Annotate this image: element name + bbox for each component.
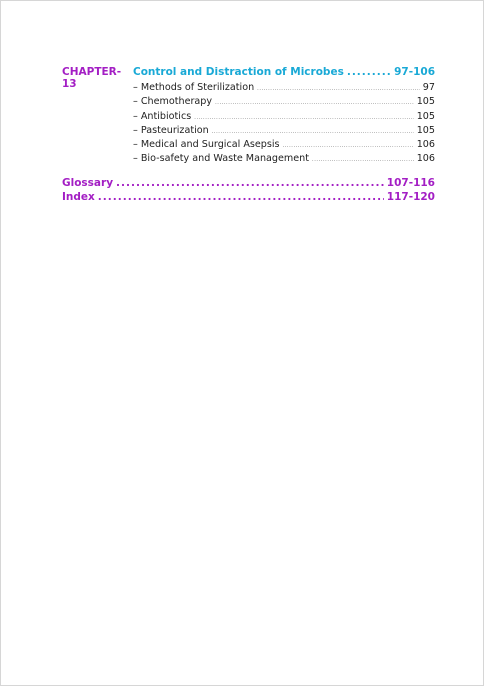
dot-leader (215, 100, 414, 106)
dot-leader (283, 143, 414, 149)
section-title: – Antibiotics (133, 110, 192, 122)
section-title: – Pasteurization (133, 124, 209, 136)
section-page: 105 (416, 124, 435, 136)
dot-leader (347, 66, 391, 78)
chapter-title: Control and Distraction of Microbes (133, 66, 344, 78)
glossary-pages: 107-116 (386, 176, 435, 189)
section-entry[interactable] (133, 139, 435, 153)
section-title: – Medical and Surgical Asepsis (133, 139, 280, 151)
index-pages: 117-120 (386, 191, 435, 204)
section-page: 105 (416, 96, 435, 108)
glossary-title: Glossary (62, 176, 114, 189)
index-entry[interactable] (62, 191, 435, 206)
dot-leader (312, 157, 414, 163)
dot-leader (98, 191, 384, 203)
section-page: 105 (416, 110, 435, 122)
table-of-contents (62, 66, 435, 206)
section-entry[interactable] (133, 125, 435, 139)
section-page: 106 (416, 153, 435, 165)
section-page: 106 (416, 139, 435, 151)
spacer (62, 168, 435, 177)
dot-leader (194, 115, 413, 121)
index-title: Index (62, 191, 95, 204)
section-entry[interactable] (133, 82, 435, 96)
section-title: – Chemotherapy (133, 96, 213, 108)
dot-leader (257, 86, 420, 92)
section-entry[interactable] (133, 111, 435, 125)
section-title: – Bio-safety and Waste Management (133, 153, 310, 165)
glossary-entry[interactable] (62, 177, 435, 192)
dot-leader (116, 177, 384, 189)
section-entry[interactable] (133, 96, 435, 110)
section-title: – Methods of Sterilization (133, 82, 255, 93)
section-entry[interactable] (133, 153, 435, 167)
chapter-number: CHAPTER-13 (62, 66, 122, 90)
chapter-title-line (133, 66, 435, 78)
section-page: 97 (422, 82, 435, 93)
dot-leader (212, 129, 414, 135)
section-list (133, 82, 435, 168)
chapter-pages: 97-106 (394, 66, 435, 78)
